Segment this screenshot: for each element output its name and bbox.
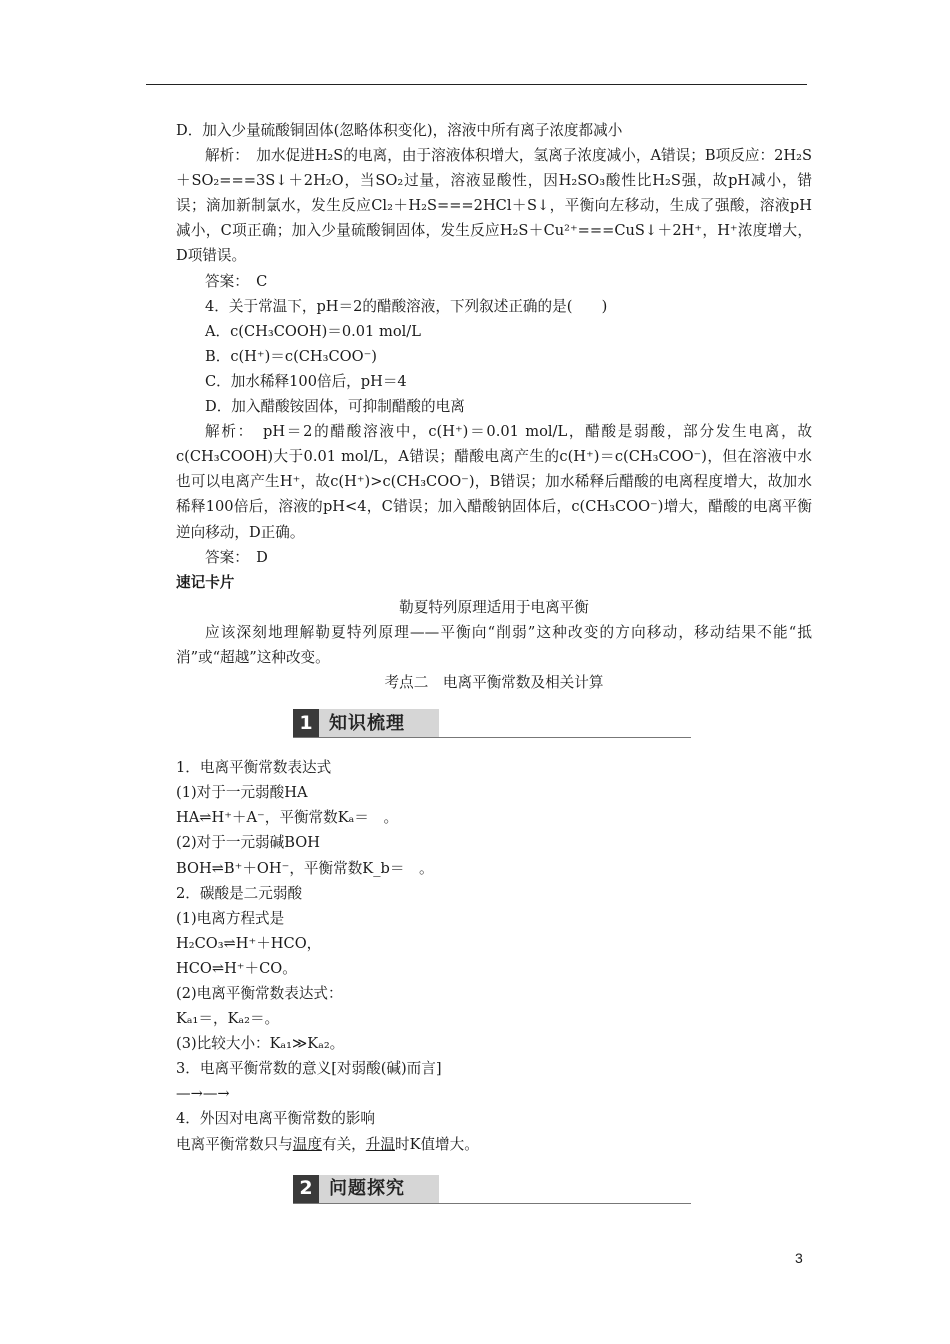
page-content: [176, 118, 812, 1217]
item-2-3: (3)比较大小：Kₐ₁≫Kₐ₂。: [176, 1035, 345, 1053]
memory-card-heading: 勒夏特列原理适用于电离平衡: [399, 598, 589, 616]
eq-h2co3: H₂CO₃⇌H⁺＋HCO，: [176, 934, 322, 952]
answer-q4: 答案： D: [205, 548, 268, 566]
item-1-2: (2)对于一元弱碱BOH: [176, 834, 320, 852]
explanation-q3: 解析： 加水促进H₂S的电离，由于溶液体积增大，氢离子浓度减小，A错误；B项反应：2H₂S＋SO₂===3S↓＋2H₂O，当SO₂过量，溶液显酸性，因H₂SO₃酸性比H₂S强，故pH减小，错误；滴加新制氯水，发生反应Cl₂＋H₂S===2HCl＋S↓，平衡向左移动，生成了强酸，溶液pH减小，C项正确；加入少量硫酸铜固体，发生反应H₂S＋Cu²⁺===CuS↓＋2H⁺，H⁺浓度增大，D项错误。: [176, 147, 812, 265]
eq-ha: HA⇌H⁺＋A⁻，平衡常数Kₐ＝ 。: [176, 809, 399, 827]
item-2-1: (1)电离方程式是: [176, 909, 285, 927]
option-a: A．c(CH₃COOH)＝0.01 mol/L: [205, 322, 421, 340]
badge-number: 2: [293, 1175, 319, 1203]
text-part: 时K值增大。: [394, 1135, 479, 1153]
badge-label: 知识梳理: [319, 709, 439, 737]
item-1: 1．电离平衡常数表达式: [176, 759, 332, 777]
item-2-2: (2)电离平衡常数表达式：: [176, 985, 343, 1002]
section-badge-inquiry: [176, 1171, 812, 1209]
item-2: 2．碳酸是二元弱酸: [176, 884, 303, 902]
question-4: 4．关于常温下，pH＝2的醋酸溶液，下列叙述正确的是( ): [205, 297, 608, 315]
underlined-temperature: 温度: [292, 1135, 322, 1153]
page-number: 3: [795, 1250, 803, 1266]
memory-card-body: 应该深刻地理解勒夏特列原理——平衡向“削弱”这种改变的方向移动，移动结果不能“抵消”或“超越”这种改变。: [176, 623, 812, 666]
eq-boh: BOH⇌B⁺＋OH⁻，平衡常数K_b＝ 。: [176, 859, 434, 877]
option-d: D．加入醋酸铵固体，可抑制醋酸的电离: [205, 398, 465, 416]
option-c: C．加水稀释100倍后，pH＝4: [205, 372, 407, 390]
text-part: 电离平衡常数只与: [176, 1135, 293, 1153]
option-d-q3: D．加入少量硫酸铜固体(忽略体积变化)，溶液中所有离子浓度都减小: [176, 122, 623, 139]
option-b: B．c(H⁺)＝c(CH₃COO⁻): [205, 347, 378, 365]
explanation-q4: 解析： pH＝2的醋酸溶液中，c(H⁺)＝0.01 mol/L，醋酸是弱酸，部分发生电离，故c(CH₃COOH)大于0.01 mol/L，A错误；醋酸电离产生的c(H⁺)＝c(CH₃COO⁻)，但在溶液中水也可以电离产生H⁺，故c(H⁺)>c(CH₃COO⁻)，B错误；加水稀释后醋酸的电离程度增大，故加水稀释100倍后，溶液的pH<4，C错误；加入醋酸钠固体后，c(CH₃COO⁻)增大，醋酸的电离平衡逆向移动，D正确。: [176, 423, 812, 541]
badge-number: 1: [293, 709, 319, 737]
item-1-1: (1)对于一元弱酸HA: [176, 784, 308, 802]
header-rule: [146, 84, 807, 85]
badge-label: 问题探究: [319, 1175, 439, 1203]
arrow-flow: —→—→: [176, 1085, 230, 1103]
text-part: 有关，: [321, 1135, 366, 1153]
badge-underline: [293, 737, 691, 738]
item-4: 4．外因对电离平衡常数的影响: [176, 1110, 376, 1128]
memory-card-title: 速记卡片: [176, 573, 235, 591]
section-badge-knowledge: [176, 705, 812, 743]
badge-underline: [293, 1203, 691, 1204]
answer-q3: 答案： C: [205, 272, 268, 290]
ka-expressions: Kₐ₁＝，Kₐ₂＝。: [176, 1010, 280, 1028]
item-4-text: [176, 1132, 812, 1157]
underlined-heating: 升温: [365, 1135, 395, 1153]
item-3: 3．电离平衡常数的意义[对弱酸(碱)而言]: [176, 1060, 442, 1078]
section-title: 考点二 电离平衡常数及相关计算: [384, 674, 604, 692]
eq-hco3: HCO⇌H⁺＋CO。: [176, 959, 297, 977]
